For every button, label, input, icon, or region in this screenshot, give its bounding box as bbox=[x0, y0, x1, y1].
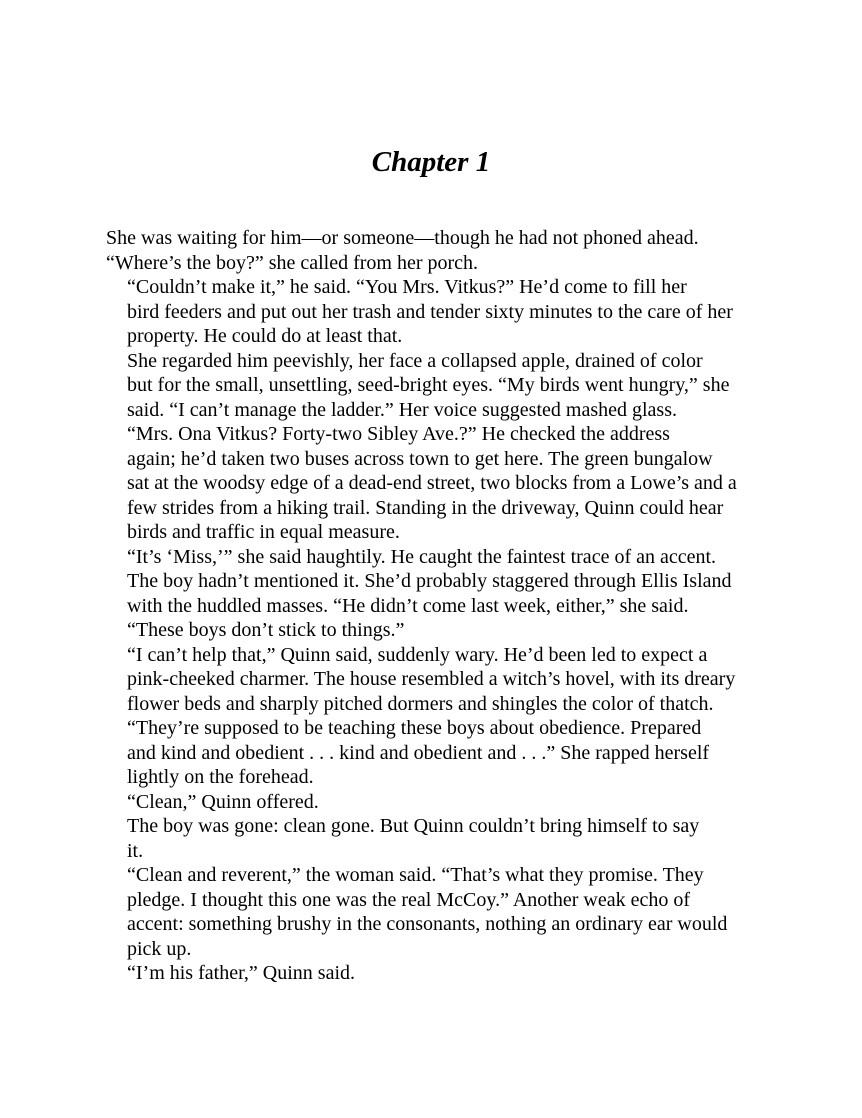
text-line: “Clean and reverent,” the woman said. “That’s what they promise. They bbox=[127, 864, 704, 886]
text-line: “They’re supposed to be teaching these boys about obedience. Prepared bbox=[127, 717, 702, 739]
text-line: property. He could do at least that. bbox=[127, 325, 403, 347]
paragraph bbox=[106, 790, 766, 815]
text-line: pledge. I thought this one was the real McCoy.” Another weak echo of bbox=[127, 888, 690, 911]
text-line: The boy was gone: clean gone. But Quinn couldn’t bring himself to say bbox=[127, 815, 700, 837]
paragraph bbox=[106, 643, 766, 717]
paragraph bbox=[106, 863, 766, 961]
text-line: it. bbox=[127, 839, 144, 862]
chapter-body bbox=[106, 226, 766, 986]
text-line: and kind and obedient . . . kind and obedient and . . .” She rapped herself bbox=[127, 741, 710, 764]
paragraph bbox=[106, 961, 766, 986]
text-line: “Clean,” Quinn offered. bbox=[127, 790, 319, 813]
text-line: but for the small, unsettling, seed-bright eyes. “My birds went hungry,” she bbox=[127, 374, 730, 396]
paragraph bbox=[106, 545, 766, 643]
paragraph bbox=[106, 422, 766, 545]
text-line: said. “I can’t manage the ladder.” Her voice suggested mashed glass. bbox=[127, 398, 677, 421]
paragraph bbox=[106, 349, 766, 423]
text-line: flower beds and sharply pitched dormers and shingles the color of thatch. bbox=[127, 692, 714, 715]
text-line: sat at the woodsy edge of a dead-end street, two blocks from a Lowe’s and a bbox=[127, 472, 737, 494]
text-line: pick up. bbox=[127, 937, 192, 960]
text-line: few strides from a hiking trail. Standing in the driveway, Quinn could hear bbox=[127, 496, 724, 519]
text-line: “Where’s the boy?” she called from her porch. bbox=[106, 251, 479, 274]
text-line: The boy hadn’t mentioned it. She’d probably staggered through Ellis Island bbox=[127, 570, 732, 592]
paragraph bbox=[106, 814, 766, 863]
text-line: pink-cheeked charmer. The house resembled a witch’s hovel, with its dreary bbox=[127, 668, 736, 690]
text-line: “I’m his father,” Quinn said. bbox=[127, 962, 356, 984]
text-line: bird feeders and put out her trash and tender sixty minutes to the care of her bbox=[127, 300, 733, 323]
text-line: accent: something brushy in the consonants, nothing an ordinary ear would bbox=[127, 913, 728, 935]
paragraph bbox=[106, 275, 766, 349]
text-line: “Couldn’t make it,” he said. “You Mrs. Vitkus?” He’d come to fill her bbox=[127, 276, 687, 298]
chapter-title: Chapter 1 bbox=[371, 146, 491, 178]
text-line: “It’s ‘Miss,’” she said haughtily. He caught the faintest trace of an accent. bbox=[127, 545, 717, 568]
text-line: with the huddled masses. “He didn’t come last week, either,” she said. bbox=[127, 594, 689, 617]
paragraph bbox=[106, 226, 766, 275]
text-line: “Mrs. Ona Vitkus? Forty-two Sibley Ave.?” He checked the address bbox=[127, 423, 670, 445]
text-line: “I can’t help that,” Quinn said, suddenly wary. He’d been led to expect a bbox=[127, 643, 708, 666]
text-line: She was waiting for him—or someone—though he had not phoned ahead. bbox=[106, 227, 699, 249]
text-line: birds and traffic in equal measure. bbox=[127, 521, 400, 543]
text-line: lightly on the forehead. bbox=[127, 766, 314, 788]
text-line: again; he’d taken two buses across town to get here. The green bungalow bbox=[127, 447, 713, 470]
paragraph bbox=[106, 716, 766, 790]
text-line: She regarded him peevishly, her face a collapsed apple, drained of color bbox=[127, 349, 703, 372]
text-line: “These boys don’t stick to things.” bbox=[127, 619, 405, 641]
